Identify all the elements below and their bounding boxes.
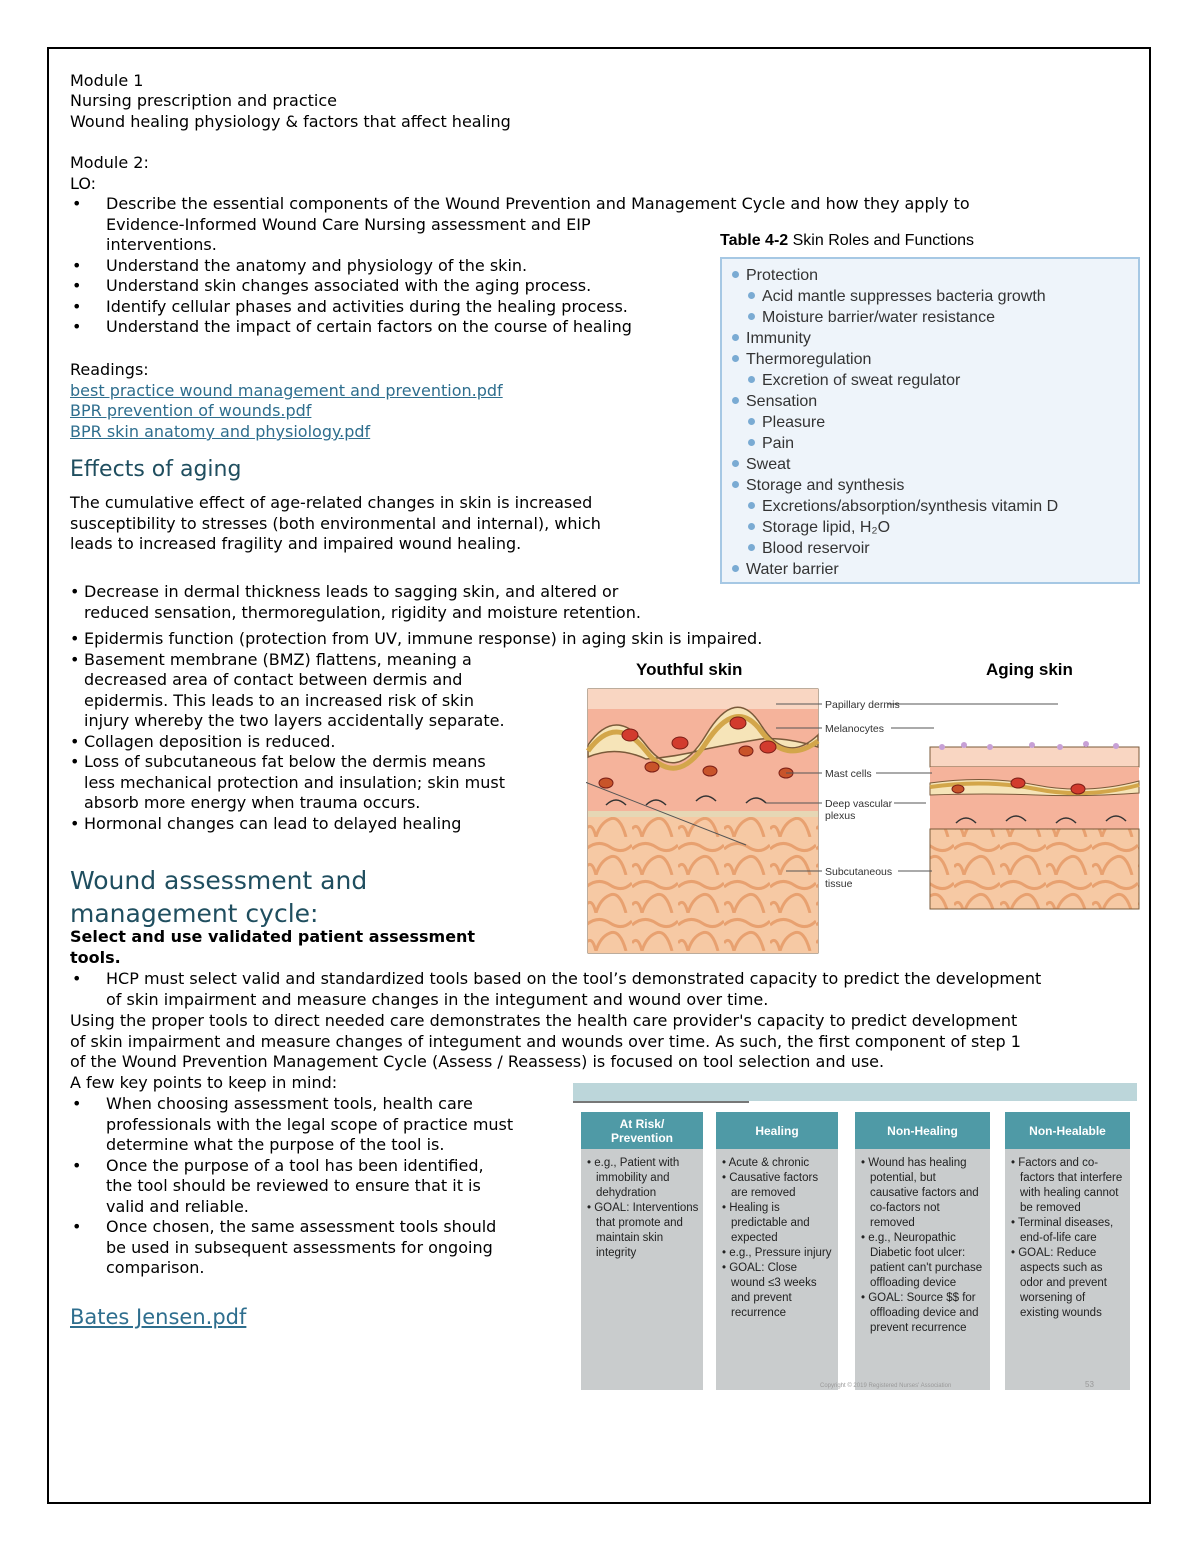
table42-item: Acid mantle suppresses bacteria growth xyxy=(748,288,1046,306)
aging-intro: The cumulative effect of age-related changes in skin is increased susceptibility to stresses (both environmental and internal), which leads to increased fragility and impaired wound healing. xyxy=(70,493,601,553)
slide-footer: Copyright © 2019 Registered Nurses' Association xyxy=(820,1383,952,1389)
objective-item: • Understand the anatomy and physiology of the skin. xyxy=(70,256,970,277)
aging-bullet: • Collagen deposition is reduced. xyxy=(70,732,762,753)
objective-item: • Understand the impact of certain factors on the course of healing xyxy=(70,317,970,338)
objective-item: • Identify cellular phases and activities during the healing process. xyxy=(70,297,970,318)
objective-item: • Understand skin changes associated with the aging process. xyxy=(70,276,970,297)
table42-item: Blood reservoir xyxy=(748,540,870,558)
table42-title: Table 4-2 Skin Roles and Functions xyxy=(720,232,975,249)
column-header: Healing xyxy=(716,1112,838,1149)
cycle-paragraph: Using the proper tools to direct needed care demonstrates the health care provider's capacity to predict development of skin impairment and measure changes of integument and wounds over time. As such, the first component of step 1 of the Wound Prevention Management Cycle (Assess / Reassess) is focused on tool selection and use. xyxy=(70,1011,1021,1071)
label-melanocytes: Melanocytes xyxy=(825,723,884,735)
reading-link-best-practice[interactable]: best practice wound management and prevention.pdf xyxy=(70,381,503,400)
label-deep-vascular-plexus: Deep vascular plexus xyxy=(825,798,893,822)
aging-bullet: • Epidermis function (protection from UV, immune response) in aging skin is impaired. xyxy=(70,629,762,650)
aging-bullet: • Loss of subcutaneous fat below the dermis means less mechanical protection and insulation; skin must absorb more energy when trauma occurs. xyxy=(70,752,762,814)
column-body: • Factors and co-factors that interfere with healing cannot be removed • Terminal diseases, end-of-life care • GOAL: Reduce aspects such as odor and prevent worsening of existing wounds xyxy=(1011,1157,1123,1319)
column-header: Non-Healing xyxy=(855,1112,990,1149)
table42-item: Sensation xyxy=(732,393,817,411)
slide-column-non-healable xyxy=(1005,1112,1130,1390)
table42-item: Storage lipid, H₂O xyxy=(748,519,890,537)
reading-link-bpr-prevention[interactable]: BPR prevention of wounds.pdf xyxy=(70,401,312,420)
module1-line1: Nursing prescription and practice xyxy=(70,91,338,110)
slide-column-non-healing xyxy=(855,1112,990,1390)
keypoint-item: • Once the purpose of a tool has been identified, the tool should be reviewed to ensure that it is valid and reliable. xyxy=(70,1156,513,1218)
module2-title: Module 2: xyxy=(70,153,149,172)
keypoints-list xyxy=(70,1094,513,1279)
keypoints-label: A few key points to keep in mind: xyxy=(70,1073,338,1092)
table42-item: Pain xyxy=(748,435,794,453)
keypoint-item: • When choosing assessment tools, health care professionals with the legal scope of practice must determine what the purpose of the tool is. xyxy=(70,1094,513,1156)
slide-column-healing xyxy=(716,1112,838,1390)
table42-item: Pleasure xyxy=(748,414,825,432)
reading-link-bpr-skin[interactable]: BPR skin anatomy and physiology.pdf xyxy=(70,422,371,441)
hcp-bullet: • HCP must select valid and standardized tools based on the tool’s demonstrated capacity to predict the development of skin impairment and measure changes in the integument and wound over time. xyxy=(70,969,1041,1010)
hcp-bullet-list xyxy=(70,969,1041,1010)
module1-line2: Wound healing physiology & factors that affect healing xyxy=(70,112,511,131)
aging-bullet: • Decrease in dermal thickness leads to sagging skin, and altered or reduced sensation, thermoregulation, rigidity and moisture retention. xyxy=(70,582,762,623)
youthful-skin-title: Youthful skin xyxy=(636,660,743,679)
slide-page-number: 53 xyxy=(1085,1380,1094,1389)
aging-bullet: • Hormonal changes can lead to delayed healing xyxy=(70,814,762,835)
column-body: • e.g., Patient with immobility and dehydration • GOAL: Interventions that promote and maintain skin integrity xyxy=(587,1157,699,1259)
readings-label: Readings: xyxy=(70,360,149,379)
table42-item: Storage and synthesis xyxy=(732,477,904,495)
column-header: At Risk/ Prevention xyxy=(581,1112,703,1149)
module1-title: Module 1 xyxy=(70,71,144,90)
slide-divider xyxy=(573,1101,749,1103)
table42-item: Moisture barrier/water resistance xyxy=(748,309,995,327)
table42-item: Sweat xyxy=(732,456,790,474)
label-subcutaneous-tissue: Subcutaneous tissue xyxy=(825,866,893,890)
table42-item: Thermoregulation xyxy=(732,351,871,369)
table42-item: Protection xyxy=(732,267,818,285)
table42-item: Water barrier xyxy=(732,561,839,579)
keypoint-item: • Once chosen, the same assessment tools should be used in subsequent assessments for ongoing comparison. xyxy=(70,1217,513,1279)
table42-box xyxy=(720,257,1140,584)
table42-item: Excretions/absorption/synthesis vitamin D xyxy=(748,498,1058,516)
slide-column-at-risk xyxy=(581,1112,703,1390)
column-body: • Wound has healing potential, but causative factors and co-factors not removed • e.g., Neuropathic Diabetic foot ulcer: patient can't purchase offloading device • GOAL: Source $$ for offloading device and prevent recurrence xyxy=(861,1157,983,1334)
column-header: Non-Healable xyxy=(1005,1112,1130,1149)
cycle-subheading: Select and use validated patient assessment tools. xyxy=(70,927,476,967)
bates-jensen-link[interactable]: Bates Jensen.pdf xyxy=(70,1305,247,1329)
column-body: • Acute & chronic • Causative factors are removed • Healing is predictable and expected • e.g., Pressure injury • GOAL: Close wound ≤3 weeks and prevent recurrence xyxy=(722,1157,832,1319)
objective-item: • Describe the essential components of the Wound Prevention and Management Cycle and how they apply to Evidence-Informed Wound Care Nursing assessment and EIP interventions. xyxy=(70,194,970,256)
label-papillary-dermis: Papillary dermis xyxy=(825,699,900,711)
aging-skin-title: Aging skin xyxy=(986,660,1073,679)
aging-heading: Effects of aging xyxy=(70,457,242,482)
table42-item: Excretion of sweat regulator xyxy=(748,372,960,390)
slide-top-bar xyxy=(573,1083,1137,1101)
cycle-heading: Wound assessment and management cycle: xyxy=(70,866,368,928)
table42-item: Immunity xyxy=(732,330,811,348)
lo-label: LO: xyxy=(70,174,97,193)
aging-bullet: • Basement membrane (BMZ) flattens, meaning a decreased area of contact between dermis and epidermis. This leads to an increased risk of skin injury whereby the two layers accidentally separate. xyxy=(70,650,762,732)
label-mast-cells: Mast cells xyxy=(825,768,872,780)
